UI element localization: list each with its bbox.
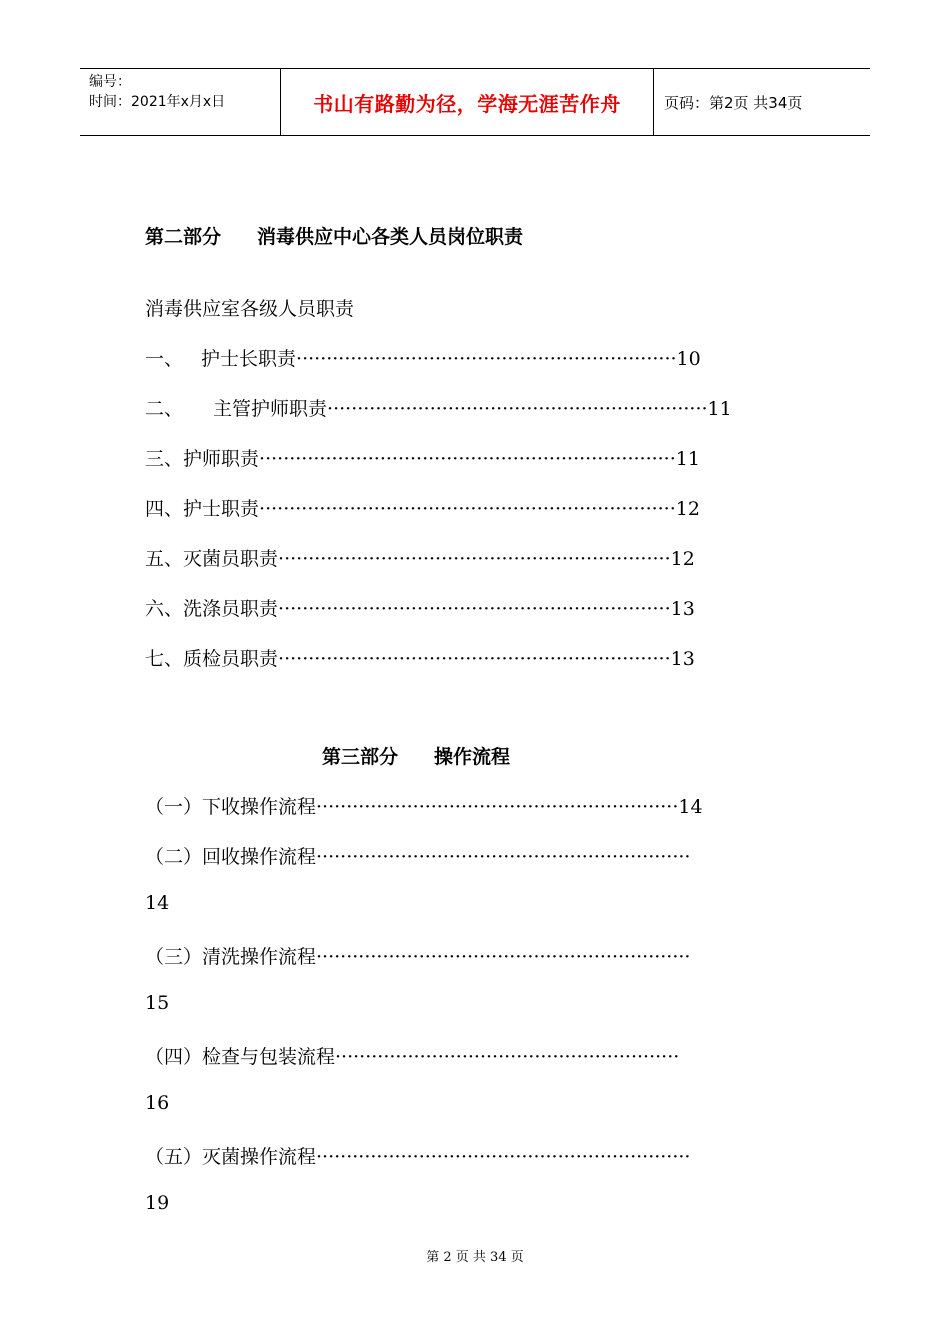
toc-item-7[interactable] [145, 644, 695, 671]
part3-label: 第三部分 [322, 746, 399, 768]
part3-title: 操作流程 [434, 746, 511, 768]
toc-num: 四、 [145, 498, 184, 520]
header-motto: 书山有路勤为径，学海无涯苦作舟 [281, 69, 654, 135]
flow-page: 14 [678, 796, 703, 818]
toc-num: 二、 [145, 398, 184, 420]
toc-dots: ······························································· [327, 398, 708, 420]
toc-item-5[interactable] [145, 544, 695, 571]
header-page-info: 页码：第2页 共34页 [664, 93, 803, 112]
toc-text: 护师职责 [183, 448, 260, 470]
toc-dots: ································································· [278, 648, 671, 670]
toc-dots: ······························································· [296, 348, 677, 370]
toc-item-4[interactable] [145, 494, 700, 521]
toc-dots: ································································· [278, 598, 671, 620]
part2-title: 消毒供应中心各类人员岗位职责 [257, 226, 524, 248]
flow-dots: ···························································· [316, 796, 679, 818]
flow-item-5[interactable] [145, 1142, 690, 1169]
toc-page: 13 [670, 648, 695, 670]
toc-num: 一、 [145, 348, 184, 370]
flow-dots: ······························································ [316, 1146, 691, 1168]
toc-item-3[interactable] [145, 444, 700, 471]
part2-heading [145, 222, 523, 249]
toc-text: 护士职责 [183, 498, 260, 520]
flow-page-2: 14 [145, 892, 170, 914]
toc-page: 13 [670, 598, 695, 620]
toc-num: 五、 [145, 548, 184, 570]
flow-item-2[interactable] [145, 842, 690, 869]
toc-item-6[interactable] [145, 594, 695, 621]
flow-page-4: 16 [145, 1092, 170, 1114]
header-time: 时间：2021年x月x日 [89, 94, 226, 110]
flow-text: （五）灭菌操作流程 [145, 1146, 317, 1168]
flow-page-3: 15 [145, 992, 170, 1014]
page-footer: 第 2 页 共 34 页 [426, 1250, 524, 1265]
toc-item-1[interactable] [145, 344, 701, 371]
toc-text: 护士长职责 [201, 348, 297, 370]
toc-page: 11 [675, 448, 700, 470]
flow-page-5: 19 [145, 1192, 170, 1214]
part2-label: 第二部分 [145, 226, 222, 248]
toc-num: 三、 [145, 448, 184, 470]
toc-text: 洗涤员职责 [183, 598, 279, 620]
toc-text: 主管护师职责 [213, 398, 328, 420]
flow-item-3[interactable] [145, 942, 690, 969]
part3-heading [322, 742, 510, 769]
page-header [80, 68, 870, 136]
flow-dots: ······························································ [316, 846, 691, 868]
toc-page: 12 [670, 548, 695, 570]
part2-subtitle: 消毒供应室各级人员职责 [145, 298, 355, 320]
toc-dots: ································································· [278, 548, 671, 570]
toc-text: 质检员职责 [183, 648, 279, 670]
flow-text: （四）检查与包装流程 [145, 1046, 336, 1068]
toc-page: 11 [707, 398, 732, 420]
flow-item-4[interactable] [145, 1042, 679, 1069]
flow-item-1[interactable] [145, 792, 703, 819]
toc-item-2[interactable] [145, 394, 732, 421]
toc-num: 六、 [145, 598, 184, 620]
header-meta [80, 69, 281, 135]
flow-text: （三）清洗操作流程 [145, 946, 317, 968]
flow-dots: ························································· [335, 1046, 680, 1068]
flow-text: （一）下收操作流程 [145, 796, 317, 818]
header-number: 编号： [89, 74, 131, 90]
toc-dots: ····································································· [259, 448, 676, 470]
toc-page: 12 [675, 498, 700, 520]
toc-dots: ····································································· [259, 498, 676, 520]
toc-page: 10 [676, 348, 701, 370]
toc-num: 七、 [145, 648, 184, 670]
toc-text: 灭菌员职责 [183, 548, 279, 570]
flow-text: （二）回收操作流程 [145, 846, 317, 868]
flow-dots: ······························································ [316, 946, 691, 968]
